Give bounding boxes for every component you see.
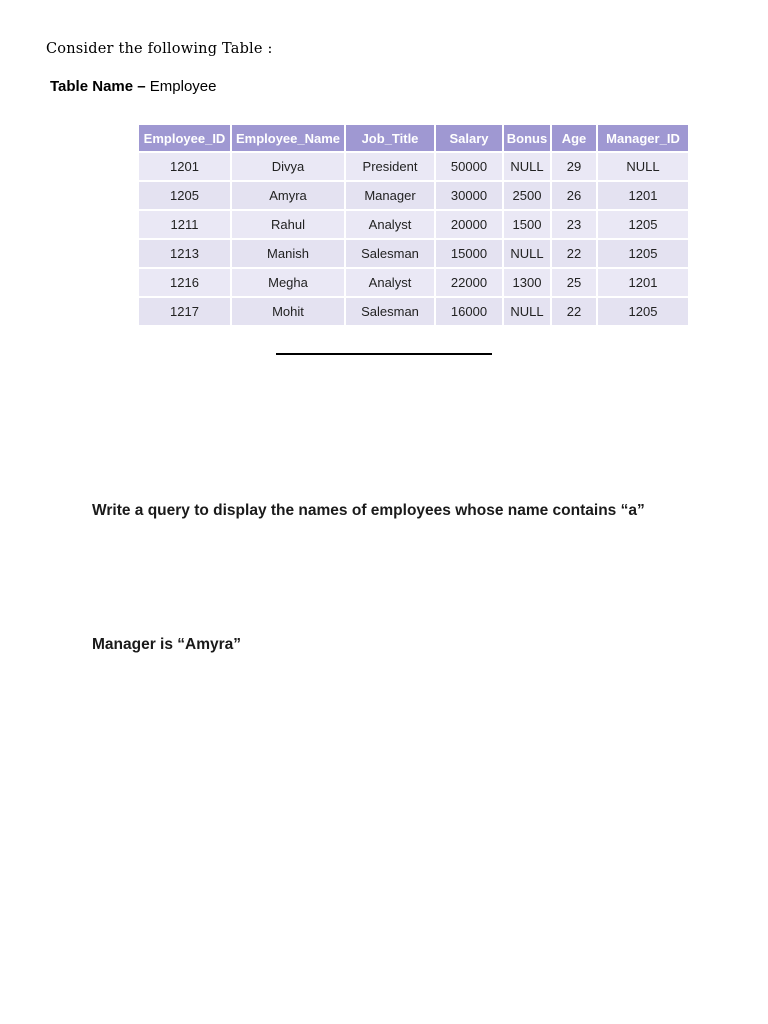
table-row <box>139 239 688 268</box>
cell-bonus: NULL <box>503 297 551 325</box>
cell-manager-id: 1205 <box>597 239 688 268</box>
cell-employee-id: 1201 <box>139 152 231 181</box>
table-row <box>139 181 688 210</box>
cell-bonus: 2500 <box>503 181 551 210</box>
cell-salary: 22000 <box>435 268 503 297</box>
table-name-line <box>50 78 216 95</box>
cell-employee-name: Rahul <box>231 210 345 239</box>
cell-salary: 50000 <box>435 152 503 181</box>
cell-employee-name: Divya <box>231 152 345 181</box>
cell-age: 22 <box>551 297 597 325</box>
question-1: Write a query to display the names of employees whose name contains “a” <box>92 502 645 519</box>
cell-age: 26 <box>551 181 597 210</box>
cell-job-title: Analyst <box>345 268 435 297</box>
table-row <box>139 152 688 181</box>
employee-table-container <box>139 125 688 319</box>
table-row <box>139 210 688 239</box>
header-age: Age <box>551 125 597 152</box>
cell-manager-id: 1201 <box>597 181 688 210</box>
cell-employee-name: Mohit <box>231 297 345 325</box>
question-2: Manager is “Amyra” <box>92 636 242 653</box>
cell-employee-id: 1217 <box>139 297 231 325</box>
cell-employee-id: 1216 <box>139 268 231 297</box>
intro-text: Consider the following Table : <box>46 41 273 57</box>
cell-employee-name: Manish <box>231 239 345 268</box>
cell-salary: 20000 <box>435 210 503 239</box>
table-name-value: Employee <box>149 78 217 95</box>
cell-salary: 16000 <box>435 297 503 325</box>
table-name-label: Table Name – <box>50 78 150 95</box>
header-salary: Salary <box>435 125 503 152</box>
header-employee-id: Employee_ID <box>139 125 231 152</box>
cell-salary: 30000 <box>435 181 503 210</box>
employee-table <box>139 125 688 325</box>
header-employee-name: Employee_Name <box>231 125 345 152</box>
cell-age: 23 <box>551 210 597 239</box>
cell-job-title: Salesman <box>345 239 435 268</box>
cell-employee-id: 1213 <box>139 239 231 268</box>
header-manager-id: Manager_ID <box>597 125 688 152</box>
cell-manager-id: NULL <box>597 152 688 181</box>
cell-job-title: Manager <box>345 181 435 210</box>
cell-employee-id: 1205 <box>139 181 231 210</box>
cell-bonus: NULL <box>503 152 551 181</box>
header-bonus: Bonus <box>503 125 551 152</box>
cell-bonus: 1500 <box>503 210 551 239</box>
header-job-title: Job_Title <box>345 125 435 152</box>
cell-employee-id: 1211 <box>139 210 231 239</box>
cell-bonus: NULL <box>503 239 551 268</box>
table-row <box>139 268 688 297</box>
cell-age: 25 <box>551 268 597 297</box>
cell-age: 22 <box>551 239 597 268</box>
cell-employee-name: Megha <box>231 268 345 297</box>
cell-salary: 15000 <box>435 239 503 268</box>
cell-job-title: Analyst <box>345 210 435 239</box>
cell-manager-id: 1205 <box>597 297 688 325</box>
cell-bonus: 1300 <box>503 268 551 297</box>
cell-employee-name: Amyra <box>231 181 345 210</box>
cell-manager-id: 1205 <box>597 210 688 239</box>
cell-job-title: Salesman <box>345 297 435 325</box>
table-header-row <box>139 125 688 152</box>
cell-manager-id: 1201 <box>597 268 688 297</box>
answer-line-divider <box>276 353 492 355</box>
table-row <box>139 297 688 325</box>
cell-age: 29 <box>551 152 597 181</box>
cell-job-title: President <box>345 152 435 181</box>
